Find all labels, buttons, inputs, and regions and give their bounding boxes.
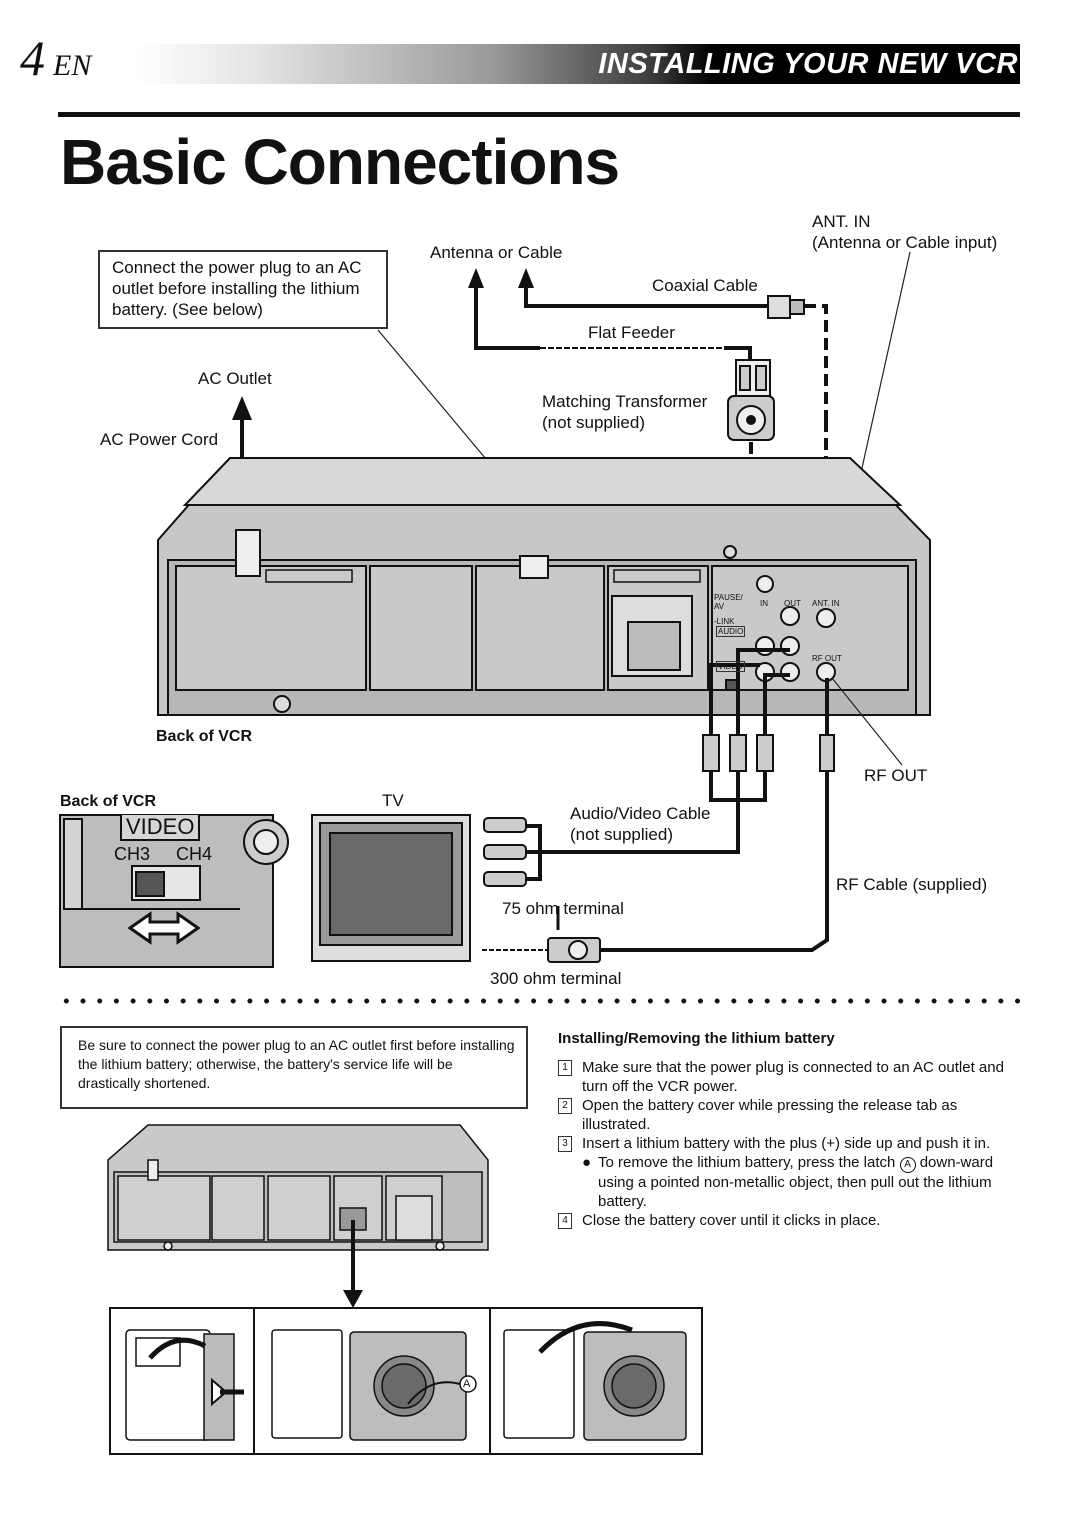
ohm300-label: 300 ohm terminal	[490, 969, 622, 988]
matching-transformer-label: Matching Transformer	[542, 392, 708, 411]
ant-in-desc: (Antenna or Cable input)	[812, 233, 998, 252]
panel-ant-in-label: ANT. IN	[812, 599, 840, 608]
matching-transformer	[728, 360, 774, 440]
matching-transformer-note: (not supplied)	[542, 413, 646, 432]
panel-video-label: VIDEO	[718, 662, 743, 671]
step-2: 2 Open the battery cover while pressing the release tab as illustrated.	[558, 1096, 1020, 1134]
panel-av-label: AV	[714, 602, 725, 611]
inset-ch3-label: CH3	[114, 844, 151, 864]
rf-out-label: RF OUT	[864, 766, 928, 785]
panel-audio-label: AUDIO	[718, 627, 744, 636]
vcr-back-panel	[158, 458, 930, 715]
latch-a-icon: A	[900, 1157, 916, 1173]
ohm75-label: 75 ohm terminal	[502, 899, 624, 918]
panel-link-label: -LINK	[714, 617, 735, 626]
ac-outlet-label: AC Outlet	[198, 369, 272, 388]
av-cable-label: Audio/Video Cable	[570, 804, 711, 823]
rf-cable-label: RF Cable (supplied)	[836, 875, 988, 894]
antenna-or-cable-label: Antenna or Cable	[430, 243, 563, 262]
page-title: Basic Connections	[60, 126, 620, 198]
back-of-vcr-label: Back of VCR	[156, 728, 253, 745]
panel-pause-label: PAUSE/	[714, 593, 743, 602]
panel-in-label: IN	[760, 599, 768, 608]
ant-in-label: ANT. IN	[812, 212, 871, 231]
ac-power-cord-label: AC Power Cord	[100, 430, 219, 449]
panel-out-label: OUT	[784, 599, 801, 608]
inset-video-label: VIDEO	[120, 815, 200, 841]
section-title: INSTALLING YOUR NEW VCR	[598, 48, 1018, 80]
battery-heading: Installing/Removing the lithium battery	[558, 1030, 835, 1047]
panel-rf-out-label: RF OUT	[812, 654, 842, 663]
remove-battery-note: ● To remove the lithium battery, press the latch A down-ward using a pointed non-metallic object, then pull out the lithium battery.	[582, 1154, 994, 1210]
step-3: 3 Insert a lithium battery with the plus (+) side up and push it in. ● To remove the lithium battery, press the latch A down-ward using a pointed non-metallic object, then pull out the lithium battery.	[558, 1134, 1020, 1211]
tv-label: TV	[382, 791, 404, 810]
small-vcr-back	[108, 1125, 488, 1250]
coaxial-cable-label: Coaxial Cable	[652, 276, 758, 295]
page-number: 4 EN	[20, 30, 92, 86]
av-cable-note: (not supplied)	[570, 825, 674, 844]
inset-ch4-label: CH4	[176, 844, 213, 864]
flat-feeder-label: Flat Feeder	[588, 323, 675, 342]
step-1: 1 Make sure that the power plug is connected to an AC outlet and turn off the VCR power.	[558, 1058, 1020, 1096]
power-plug-note: Connect the power plug to an AC outlet before installing the lithium battery. (See below)	[98, 250, 388, 329]
tv-icon	[312, 815, 470, 961]
language-code: EN	[53, 49, 92, 82]
step-4: 4 Close the battery cover until it clicks in place.	[558, 1211, 1020, 1230]
back-of-vcr-inset-label: Back of VCR	[60, 793, 157, 810]
av-cable-plugs	[703, 735, 834, 771]
latch-a-marker: A	[463, 1378, 471, 1390]
battery-illustration	[0, 1110, 720, 1460]
battery-warning-note: Be sure to connect the power plug to an AC outlet first before installing the lithium battery; otherwise, the battery's service life will be drastically shortened.	[60, 1026, 528, 1109]
dotted-separator	[58, 996, 1022, 1006]
